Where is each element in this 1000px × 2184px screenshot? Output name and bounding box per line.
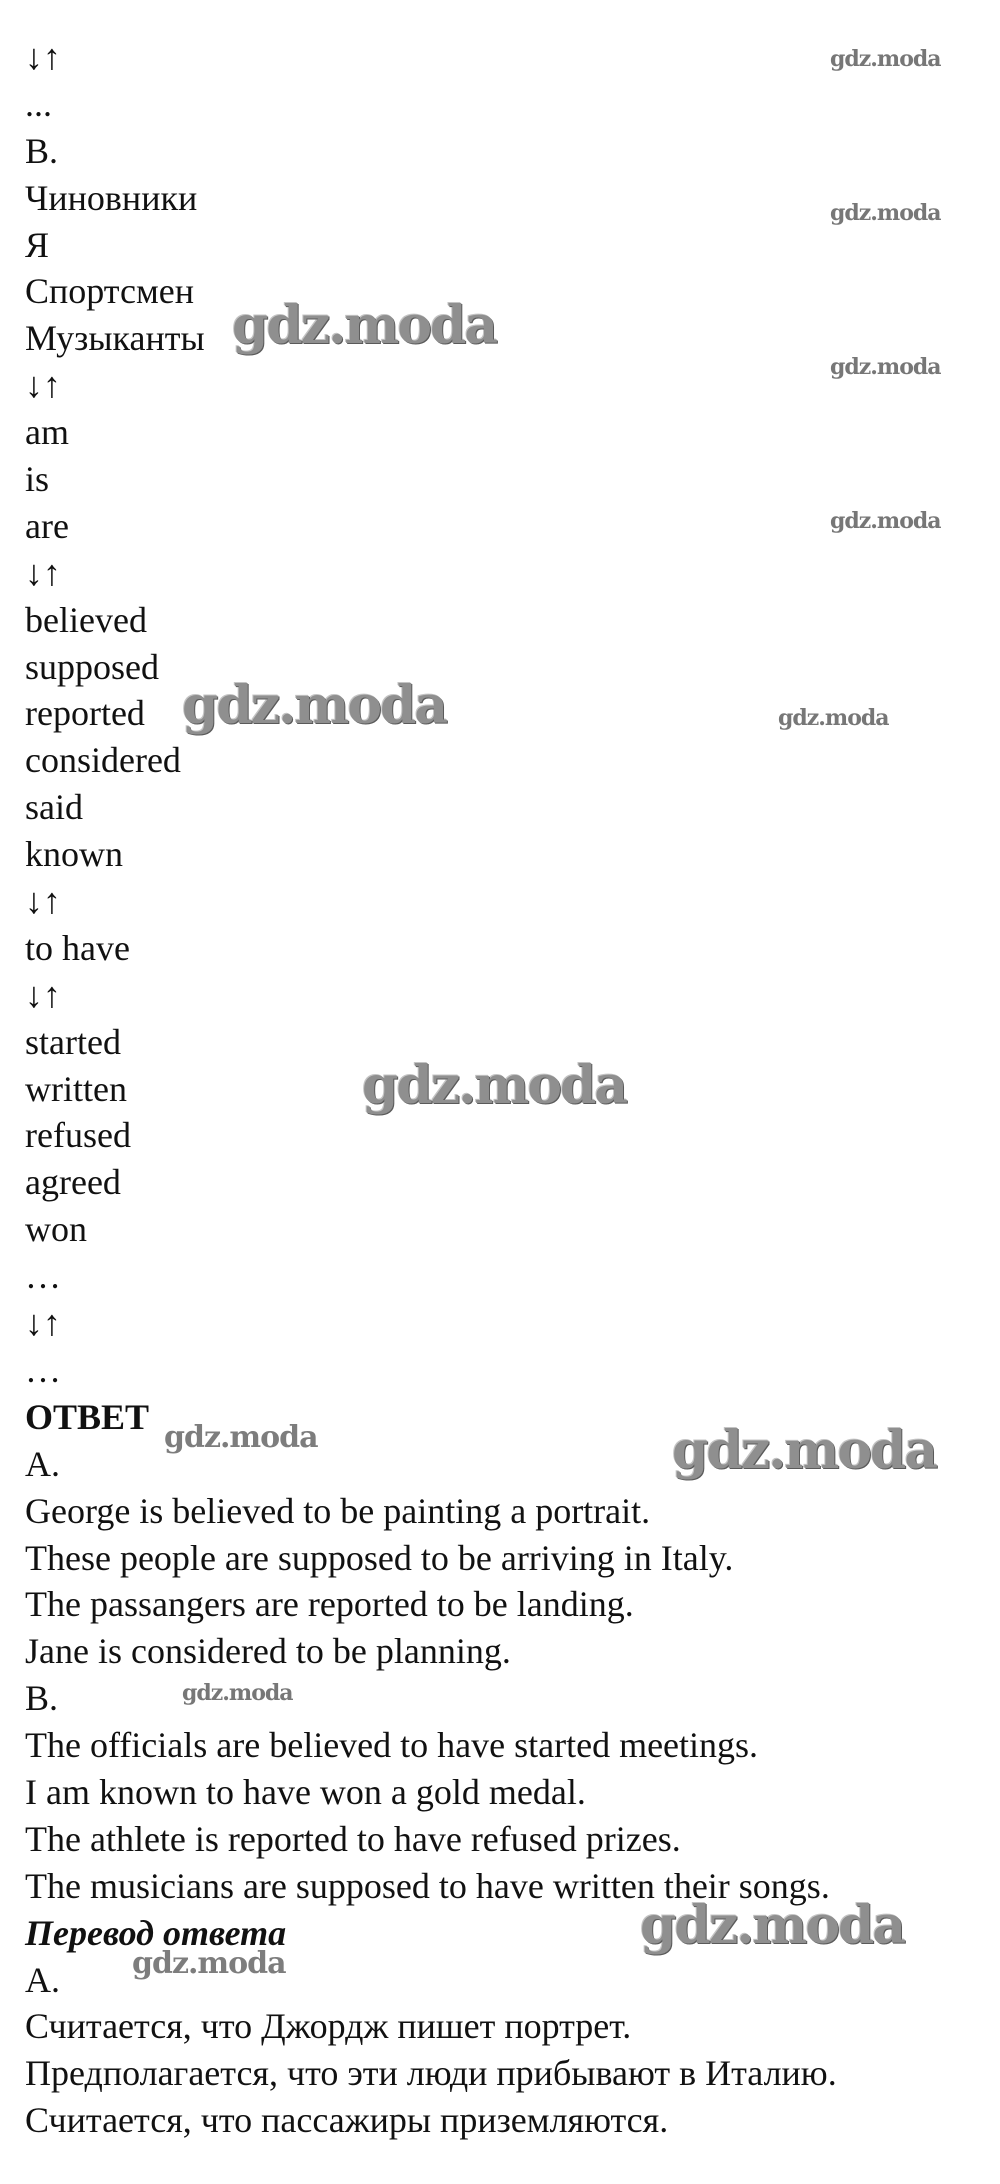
- text-line: ↓↑: [25, 974, 61, 1015]
- watermark-logo: gdz.moda: [830, 46, 941, 72]
- watermark-logo: gdz.moda: [164, 1420, 318, 1455]
- watermark-logo: gdz.moda: [362, 1055, 627, 1116]
- text-line: ...: [25, 83, 52, 124]
- watermark-logo: gdz.moda: [182, 1680, 293, 1706]
- text-line: These people are supposed to be arriving in Italy.: [25, 1537, 734, 1578]
- text-line: ОТВЕТ: [25, 1396, 150, 1437]
- text-line: The athlete is reported to have refused prizes.: [25, 1818, 681, 1859]
- text-line: B.: [25, 1678, 59, 1719]
- text-line: ↓↑: [25, 552, 61, 593]
- text-line: …: [25, 1256, 61, 1297]
- text-line: to have: [25, 927, 130, 968]
- text-line: A.: [25, 1443, 60, 1484]
- watermark-logo: gdz.moda: [778, 705, 889, 731]
- text-line: Музыканты: [25, 318, 205, 359]
- text-line: agreed: [25, 1162, 121, 1203]
- watermark-logo: gdz.moda: [830, 508, 941, 534]
- text-line: B.: [25, 130, 59, 171]
- text-line: Спортсмен: [25, 271, 194, 312]
- text-line: are: [25, 505, 69, 546]
- text-line: The officials are believed to have started meetings.: [25, 1725, 759, 1766]
- document-body: [25, 34, 985, 2144]
- text-line: Считается, что Джордж пишет портрет.: [25, 2006, 632, 2047]
- text-line: written: [25, 1068, 127, 1109]
- text-line: won: [25, 1209, 87, 1250]
- text-line: …: [25, 1349, 61, 1390]
- text-line: believed: [25, 599, 147, 640]
- watermark-logo: gdz.moda: [182, 675, 447, 736]
- watermark-logo: gdz.moda: [640, 1895, 905, 1956]
- text-line: ↓↑: [25, 365, 61, 406]
- text-line: known: [25, 834, 123, 875]
- text-line: ↓↑: [25, 881, 61, 922]
- text-line: supposed: [25, 646, 159, 687]
- text-line: refused: [25, 1115, 131, 1156]
- watermark-logo: gdz.moda: [830, 354, 941, 380]
- text-line: considered: [25, 740, 181, 781]
- text-line: George is believed to be painting a portrait.: [25, 1490, 651, 1531]
- watermark-logo: gdz.moda: [672, 1420, 937, 1481]
- text-line: is: [25, 459, 50, 500]
- text-line: Предполагается, что эти люди прибывают в Италию.: [25, 2053, 837, 2094]
- text-line: Считается, что пассажиры приземляются.: [25, 2100, 669, 2141]
- text-line: ↓↑: [25, 37, 61, 77]
- text-line: A.: [25, 1959, 60, 2000]
- watermark-logo: gdz.moda: [830, 200, 941, 226]
- text-line: started: [25, 1021, 121, 1062]
- text-line: The passangers are reported to be landing.: [25, 1584, 634, 1625]
- text-line: Чиновники: [25, 177, 198, 218]
- text-line: am: [25, 412, 69, 453]
- watermark-logo: gdz.moda: [132, 1946, 286, 1981]
- text-line: reported: [25, 693, 145, 734]
- text-line: I am known to have won a gold medal.: [25, 1771, 586, 1812]
- text-line: Перевод ответа: [25, 1912, 287, 1953]
- text-line: ↓↑: [25, 1303, 61, 1344]
- watermark-logo: gdz.moda: [232, 295, 497, 356]
- text-line: said: [25, 787, 83, 828]
- text-line: Я: [25, 224, 50, 265]
- text-line: The musicians are supposed to have written their songs.: [25, 1865, 830, 1906]
- text-line: Jane is considered to be planning.: [25, 1631, 511, 1672]
